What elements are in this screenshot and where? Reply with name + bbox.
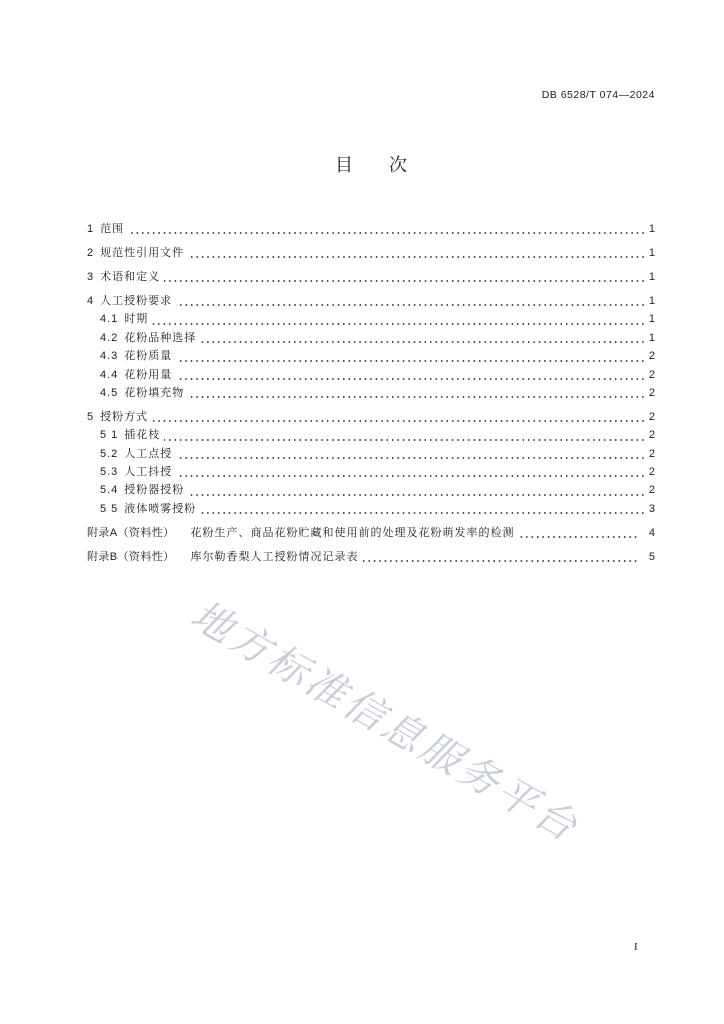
watermark: 地方标准信息服务平台 bbox=[183, 592, 587, 852]
toc-entry-title: 授粉方式 bbox=[100, 410, 149, 423]
toc-subentry bbox=[87, 463, 655, 481]
toc-page-number: 2 bbox=[648, 429, 655, 442]
toc-entry-number: 2 bbox=[87, 246, 95, 259]
toc-page-number: 2 bbox=[648, 350, 655, 363]
toc-page-number: 1 bbox=[648, 223, 655, 235]
toc-page-number: 1 bbox=[648, 294, 655, 307]
toc-dot-leader bbox=[176, 366, 646, 384]
page-title: 目 次 bbox=[335, 155, 407, 175]
toc-page-number: 1 bbox=[648, 331, 655, 344]
toc-subentry bbox=[87, 384, 655, 402]
toc-entry-title: 规范性引用文件 bbox=[100, 246, 185, 259]
toc-subentry bbox=[87, 329, 655, 347]
toc-page-number: 2 bbox=[648, 484, 655, 497]
toc-subentry bbox=[87, 347, 655, 365]
toc-entry bbox=[87, 408, 655, 426]
toc-dot-leader bbox=[200, 500, 646, 518]
toc-entry-number: 4.4 bbox=[100, 368, 119, 381]
toc-entry-title: 花粉填充物 bbox=[124, 386, 185, 399]
toc-page-number: 2 bbox=[648, 368, 655, 381]
toc-entry-number: 5.4 bbox=[100, 484, 119, 497]
toc-entry-number: 5 1 bbox=[100, 429, 119, 442]
toc-entry-title: 花粉质量 bbox=[124, 350, 173, 363]
page-number: I bbox=[634, 941, 638, 953]
toc-dot-leader bbox=[176, 463, 646, 481]
toc-entry-title: 人工点授 bbox=[124, 447, 173, 460]
toc-entry-number: 4.1 bbox=[100, 313, 119, 326]
toc-dot-leader bbox=[176, 445, 646, 463]
toc-page-number: 1 bbox=[648, 313, 655, 326]
toc-subentry bbox=[87, 426, 655, 444]
toc-subentry bbox=[87, 310, 655, 328]
toc-entry bbox=[87, 220, 655, 238]
toc-page-number: 5 bbox=[648, 550, 655, 563]
toc-dot-leader bbox=[128, 220, 646, 238]
toc-entry-number: 4.5 bbox=[100, 386, 119, 399]
toc-appendix-entry bbox=[87, 548, 655, 566]
toc-subentry bbox=[87, 366, 655, 384]
toc-entry-title: 液体喷雾授粉 bbox=[124, 502, 197, 515]
toc-entry-title: 库尔勒香梨人工授粉情况记录表 bbox=[190, 550, 359, 563]
toc-page-number: 1 bbox=[648, 270, 655, 283]
toc-entry-title: 插花枝 bbox=[124, 429, 161, 442]
toc-page-number: 2 bbox=[648, 386, 655, 399]
toc-dot-leader bbox=[164, 426, 646, 444]
standard-code: DB 6528/T 074—2024 bbox=[541, 89, 655, 101]
toc-entry-number: 附录A（资料性） bbox=[87, 526, 175, 539]
toc-entry-title: 范围 bbox=[100, 223, 125, 235]
toc-entry-title: 人工抖授 bbox=[124, 466, 173, 479]
toc-entry-title: 人工授粉要求 bbox=[100, 294, 173, 307]
toc-entry bbox=[87, 292, 655, 310]
toc-dot-leader bbox=[188, 481, 646, 499]
toc-appendix-entry bbox=[87, 524, 655, 542]
toc-dot-leader bbox=[176, 292, 646, 310]
toc-entry-number: 4.2 bbox=[100, 331, 119, 344]
toc-dot-leader bbox=[363, 548, 638, 566]
toc-page-number: 4 bbox=[648, 526, 655, 539]
toc-dot-leader bbox=[164, 268, 646, 286]
toc-entry-title: 术语和定义 bbox=[100, 270, 161, 283]
toc-subentry bbox=[87, 500, 655, 518]
toc-entry-number: 5.2 bbox=[100, 447, 119, 460]
toc-entry bbox=[87, 268, 655, 286]
toc-entry bbox=[87, 244, 655, 262]
toc-dot-leader bbox=[188, 244, 646, 262]
toc-entry-number: 5 5 bbox=[100, 502, 119, 515]
toc-page-number: 2 bbox=[648, 466, 655, 479]
toc-entry-number: 5 bbox=[87, 410, 95, 423]
toc-dot-leader bbox=[152, 310, 646, 328]
toc-entry-title: 授粉器授粉 bbox=[124, 484, 185, 497]
toc-dot-leader bbox=[200, 329, 646, 347]
toc-dot-leader bbox=[188, 384, 646, 402]
toc-page-number: 1 bbox=[648, 246, 655, 259]
toc-entry-number: 3 bbox=[87, 270, 95, 283]
toc-entry-title: 花粉品种选择 bbox=[124, 331, 197, 344]
toc-entry-title: 花粉生产、商品花粉贮藏和使用前的处理及花粉萌发率的检测 bbox=[190, 526, 515, 539]
toc-entry-number: 1 bbox=[87, 223, 95, 235]
toc-subentry bbox=[87, 445, 655, 463]
toc-dot-leader bbox=[152, 408, 646, 426]
toc-entry-number: 4 bbox=[87, 294, 95, 307]
toc-entry-title: 时期 bbox=[124, 313, 149, 326]
toc-page-number: 2 bbox=[648, 447, 655, 460]
toc-entry-number: 附录B（资料性） bbox=[87, 550, 175, 563]
toc-entry-number: 5.3 bbox=[100, 466, 119, 479]
toc-subentry bbox=[87, 481, 655, 499]
table-of-contents bbox=[87, 220, 655, 566]
toc-dot-leader bbox=[519, 524, 638, 542]
toc-entry-number: 4.3 bbox=[100, 350, 119, 363]
toc-dot-leader bbox=[176, 347, 646, 365]
toc-entry-title: 花粉用量 bbox=[124, 368, 173, 381]
toc-page-number: 2 bbox=[648, 410, 655, 423]
toc-page-number: 3 bbox=[648, 502, 655, 515]
